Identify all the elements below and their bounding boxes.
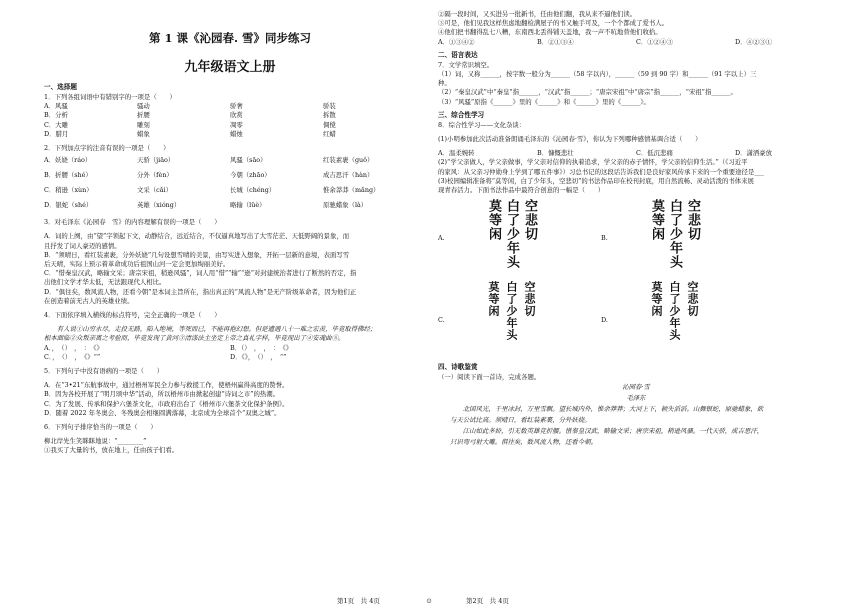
passage-line: 的家风：从父亲习仲勋身上学到了哪五件事》）习总书记的这段话告诉我们是良好家风传承下来的一个重要途径是___ (438, 167, 764, 176)
option-cell: C．大雕 (44, 120, 69, 129)
option-cell: 略输（lüè） (230, 201, 266, 210)
option-d: D．《》， （） ， “” (230, 352, 287, 361)
passage-line: ②隔一段时间，又买进另一批新书，任由他们翻，我从来不逼他们读。 (438, 10, 637, 18)
option-text: B．“须晴日，看红装素裹，分外妖娆”几句设想雪晴的美景，由写实进入想象，开拓一层新的意境，表面写雪 (44, 250, 350, 259)
option-cell: D．银蛇（shé） (44, 201, 93, 210)
option-cell: 骄装 (323, 102, 336, 111)
calligraphy-image: 莫等闲 白了少年头 空悲切 (486, 199, 537, 270)
passage-line: 有人说①山穷水尽，走投无路，陷入绝境，等死而已，不能再抱幻想。但是遭遇八十一难之宏羡，毕竟取得佛经； (44, 325, 377, 334)
option-text: D．“俱往矣，数风流人物，还看今朝”是本词主旨所在，指出真正的“风流人物”是无产阶级革命者，因为他们正 (44, 287, 357, 296)
option-row (44, 168, 416, 183)
document-title: 第 1 课《沁园春. 雪》同步练习 (148, 31, 311, 45)
option-cell: D．腊月 (44, 129, 69, 138)
option-cell: 天骄（jiāo） (137, 156, 175, 165)
question-3 (44, 218, 416, 306)
option-cell: 骚动 (137, 102, 150, 111)
question-stem: 4．下面依序填入横线的标点符号，完全正确的一项是（ ） (44, 311, 221, 320)
blank-line: （3）“风骚”原指《______》里的《______》和《______》里的《______》。 (438, 97, 650, 106)
calligraphy-image: 莫等闲 白了少年头 空悲切 (650, 281, 699, 342)
option-cell: A．风骚 (44, 102, 68, 111)
blank-line: （1）词，又称______，按字数一般分为______（58 字以内），______（59 到 90 字）和______（91 字以上）三 (438, 70, 757, 79)
passage-line: (2)“学父亲做人，学父亲做事，学父亲对信仰的执着追求，学父亲的赤子情怀，学父亲的信仰生活。”（《习近平 (438, 158, 748, 167)
calligraphy-image: 莫等闲 白了少年头 空悲切 (649, 199, 700, 270)
option-text: 在创造着前无古人的英雄业绩。 (44, 296, 134, 305)
option-cell: 雕刻 (137, 120, 150, 129)
option-row (44, 111, 416, 120)
option-cell: 凋零 (230, 120, 243, 129)
calligraphy-row-1 (438, 199, 834, 277)
option-cell: 原驰蜡象（là） (323, 201, 368, 210)
poem-intro: （一）阅读下面一首诗，完成各题。 (438, 373, 541, 382)
passage-line: 根本面临②众叛亲离之考验而，毕竟发现了黄河③清涤法主坐定上帝之真礼字样，毕竟现出了④安魂曲⑤。 (44, 334, 345, 343)
question-4 (44, 311, 416, 362)
option-cell: 今朝（zhāo） (230, 171, 271, 180)
option-c: C．， （） ， 《》“” (44, 352, 101, 361)
calligraphy-option-d: D. 莫等闲 白了少年头 空悲切 (601, 281, 734, 359)
option-cell: C．稍逊（xùn） (44, 186, 93, 195)
option-row (44, 344, 416, 353)
section-heading-2: 二、语言表达 (438, 50, 478, 59)
option-a: A．， （） ， ： 《》 (44, 343, 103, 352)
question-2 (44, 144, 416, 213)
option-row (44, 198, 416, 213)
document-subtitle: 九年级语文上册 (184, 60, 276, 75)
option-row (438, 38, 834, 47)
calligraphy-option-a: A. 莫等闲 白了少年头 空悲切 (438, 199, 571, 277)
section-heading-1: 一、选择题 (44, 83, 77, 91)
calligraphy-image: 莫等闲 白了少年头 空悲切 (487, 281, 536, 342)
poem-author: 毛泽东 (626, 394, 646, 403)
calligraphy-option-b: B. 莫等闲 白了少年头 空悲切 (601, 199, 734, 277)
option-cell: 蜡烛 (230, 129, 243, 138)
option-b: B．慷慨悲壮 (537, 149, 574, 158)
passage-line: ④他们把书翻得乱七八糟，东南西北丢得铺天盖地，我一声不吭地替他们收拾。 (438, 28, 662, 37)
sub-question: (1)小明参加此次活动准备朗诵毛泽东的《沁园春·雪》，你认为下列哪种感情基调合适（ ） (438, 135, 702, 144)
option-row (44, 121, 416, 130)
option-text: B．因为各校开展了“明月颂中华”活动，所以梧州市由掀起创建“诗词之市”的热潮。 (44, 390, 280, 399)
binding-circle-icon: ⊙ (426, 597, 432, 605)
option-cell: 英雄（xióng） (137, 201, 181, 210)
option-text: C．“惜秦皇汉武，略输文采；唐宗宋祖，稍逊风骚”，词人用“惜”“输”“逊”对封建统治者进行了断然的否定，指 (44, 269, 357, 278)
option-cell: 成吉思汗（hàn） (323, 171, 374, 180)
option-d: D．④②③① (735, 37, 773, 46)
question-1 (44, 93, 416, 139)
option-cell: 拆散 (323, 111, 336, 120)
page-footer-left: 第1页 共 4页 (337, 597, 380, 605)
option-a: A．①③④② (438, 37, 475, 46)
option-text: 且抒发了词人豪迈的感情。 (44, 241, 121, 250)
question-6 (44, 423, 416, 456)
passage-line: (3)校园编辑准备将“莫等闲，白了少年头，空悲切”的书法作品印在校刊封底，用自然流畅、灵动活泼的书体来展 (438, 176, 754, 185)
blank-line: （2）“秦皇汉武”中“秦皇”指______，“汉武”指______；“唐宗宋祖”中“唐宗”指______，“宋祖”指______。 (438, 88, 737, 97)
option-text: 出他们文学才华太低，无法跟现代人相比。 (44, 278, 166, 287)
calligraphy-row-2 (438, 281, 834, 359)
question-stem: 1．下列各组词语中有错别字的一项是（ ） (44, 93, 176, 101)
option-cell: 折腰 (137, 111, 150, 120)
option-c: C．低沉悲痛 (636, 149, 673, 158)
section-heading-3: 三、综合性学习 (438, 110, 485, 119)
passage-line: ①我买了大量的书，放在地上，任由孩子们看。 (44, 446, 179, 455)
option-c: C．①②④③ (636, 37, 673, 46)
option-cell: 风骚（sāo） (230, 156, 267, 165)
poem-line: 北国风光，千里冰封，万里雪飘。望长城内外，惟余莽莽；大河上下，顿失滔滔。山舞银蛇，原驰蜡象，欲 (450, 405, 764, 414)
option-a: A．温柔婉转 (438, 149, 475, 158)
option-cell: A．妖娆（ráo） (44, 156, 92, 165)
option-text: A．在“3•21”东航事故中，通过梧州军民全力参与救援工作，使梧州赢得高度的赞誉。 (44, 381, 289, 390)
option-b: B．②①③④ (537, 37, 574, 46)
option-text: A．词的上阕，由“望”字领起下文，动静结合，远近结合，不仅逼真地写出了大雪茫茫、天低野阔的景象，而 (44, 232, 350, 241)
question-stem: 3．对毛泽东《沁园春 雪》的内容理解有误的一项是（ ） (44, 218, 221, 227)
option-cell: B．折腰（shé） (44, 171, 92, 180)
poem-title: 沁园春·雪 (622, 383, 650, 392)
option-d: D．潇洒豪放 (735, 149, 773, 158)
question-stem: 7．文学常识填空。 (438, 60, 494, 69)
question-stem: 8．综合性学习——文化杂谈： (438, 120, 526, 129)
question-stem: 6．下列句子排序恰当的一项是（ ） (44, 423, 157, 432)
option-cell: 分外（fèn） (137, 171, 173, 180)
option-cell: 骄奢 (230, 102, 243, 111)
option-text: 后天晴，实际上预示着革命成功后祖国山河一定会更加绚丽美好。 (44, 260, 230, 269)
calligraphy-option-c: C. 莫等闲 白了少年头 空悲切 (438, 281, 571, 359)
option-row (44, 153, 416, 168)
option-cell: 红装素裹（guǒ） (323, 156, 374, 165)
poem-line: 只识弯弓射大雕。俱往矣，数风流人物，还看今朝。 (450, 438, 597, 447)
option-cell: 蜡象 (137, 129, 150, 138)
option-row (44, 353, 416, 362)
blank-line: 种。 (438, 79, 451, 88)
option-row (44, 130, 416, 139)
passage-line: 现青春活力。下面书法作品中最符合创意的一幅是（ ） (438, 186, 605, 195)
question-stem: 5．下列句子中没有语病的一项是（ ） (44, 367, 164, 376)
poem-line: 江山如此多娇，引无数英雄竞折腰。惜秦皇汉武，略输文采；唐宗宋祖，稍逊风骚。一代天骄，成吉思汗， (450, 427, 764, 436)
passage-line: 柳北岸先生笑眯眯地说：“________” (44, 437, 147, 446)
option-cell: 欣赏 (230, 111, 243, 120)
option-b: B．（） ， ， ： 《》 (230, 343, 293, 352)
option-text: D．随着 2022 年冬奥会、冬残奥会相继圆满落幕，北京成为全球首个“双奥之城”。 (44, 408, 281, 417)
section-heading-4: 四、诗歌鉴赏 (438, 363, 478, 372)
option-cell: 倜傥 (323, 120, 336, 129)
option-cell: 红蜡 (323, 129, 336, 138)
page-footer-right: 第2页 共 4页 (466, 597, 509, 605)
option-cell: B．分析 (44, 111, 68, 120)
option-cell: 文采（cǎi） (137, 186, 172, 195)
option-cell: 长城（chéng） (230, 186, 276, 195)
passage-line: ③可是，他们见我这样焦虑地翻检满屋子的书又触手可及，一个个都成了爱书人。 (438, 19, 669, 28)
option-cell: 惟余莽莽（mǎng） (323, 186, 380, 195)
poem-line: 与天公试比高。须晴日，看红装素裹，分外妖娆。 (450, 416, 591, 425)
option-text: C．为了发展、传承和保护六堡茶文化，市政府出台了《梧州市六堡茶文化保护条例》。 (44, 399, 289, 408)
question-5 (44, 367, 416, 418)
question-stem: 2．下列加点字的注音有误的一项是（ ） (44, 144, 170, 153)
option-row (44, 183, 416, 198)
right-page (430, 0, 860, 608)
